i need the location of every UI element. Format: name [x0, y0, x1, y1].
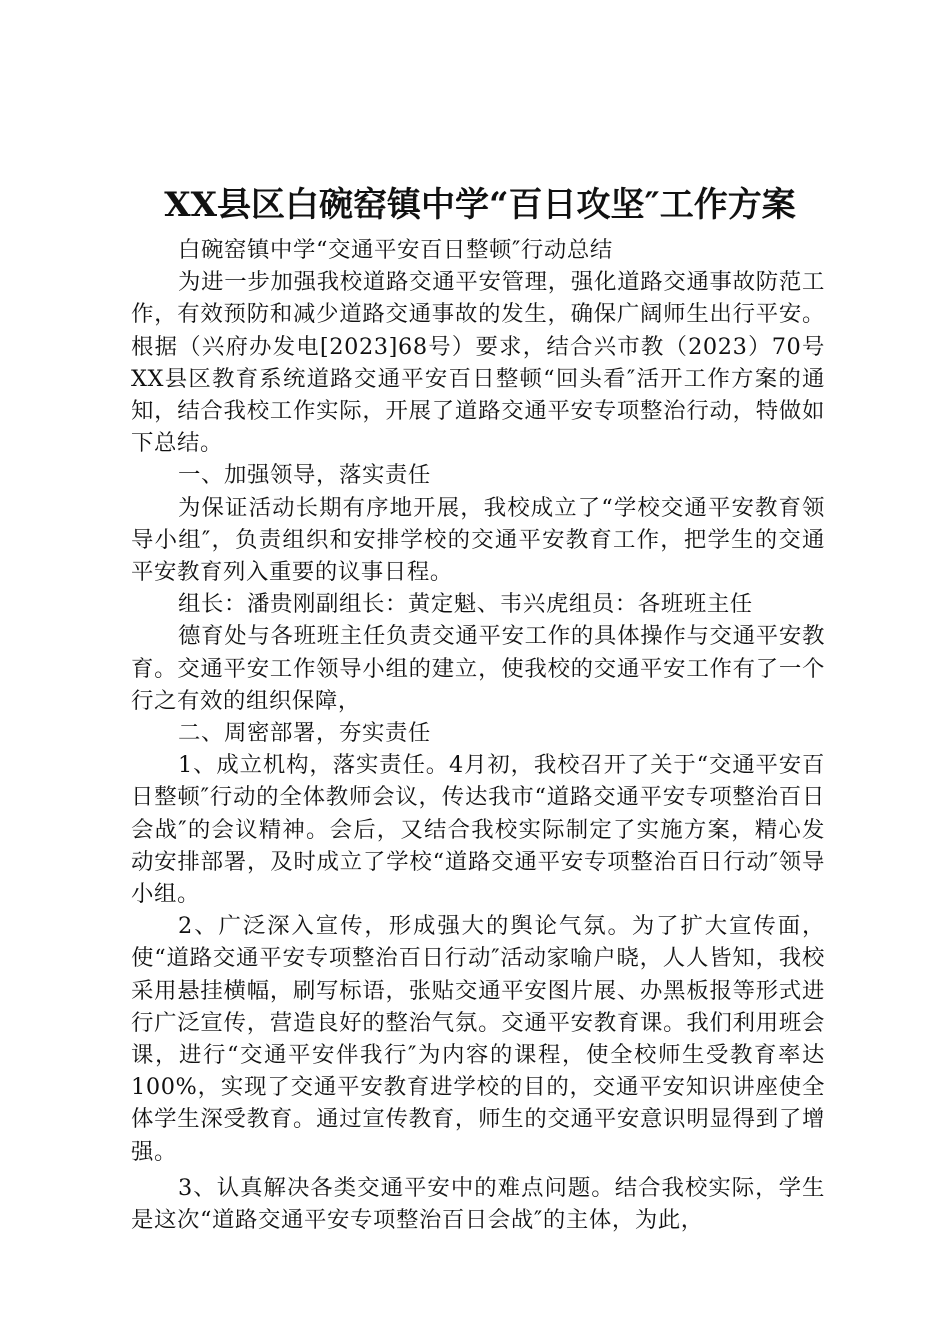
section-heading: 二、周密部署，夯实责任 [178, 720, 431, 747]
body-paragraph: 3、认真解决各类交通平安中的难点问题。结合我校实际，学生是这次“道路交通平安专项整治百日会战″的主体，为此， [131, 1174, 825, 1234]
body-paragraph: 2、广泛深入宣传，形成强大的舆论气氛。为了扩大宣传面，使“道路交通平安专项整治百日行动″活动家喻户晓，人人皆知，我校采用悬挂横幅，刷写标语，张贴交通平安图片展、办黑板报等形式进行广泛宣传，营造良好的整治气氛。交通平安教育课。我们利用班会课，进行“交通平安伴我行″为内容的课程，使全校师生受教育率达100%，实现了交通平安教育进学校的目的，交通平安知识讲座使全体学生深受教育。通过宣传教育，师生的交通平安意识明显得到了增强。 [131, 913, 825, 1165]
document-body [131, 234, 825, 1236]
body-paragraph: 组长：潘贵刚副组长：黄定魁、韦兴虎组员：各班班主任 [178, 591, 753, 618]
document-title: XX县区白碗窑镇中学“百日攻坚″工作方案 [164, 185, 796, 225]
body-paragraph: 为进一步加强我校道路交通平安管理，强化道路交通事故防范工作，有效预防和减少道路交通事故的发生，确保广阔师生出行平安。根据（兴府办发电[2023]68号）要求，结合兴市教（2023）70号XX县区教育系统道路交通平安百日整顿“回头看″活开工作方案的通知，结合我校工作实际，开展了道路交通平安专项整治行动，特做如下总结。 [131, 269, 825, 457]
subtitle-paragraph: 白碗窑镇中学“交通平安百日整顿″行动总结 [178, 237, 613, 263]
body-paragraph: 德育处与各班班主任负责交通平安工作的具体操作与交通平安教育。交通平安工作领导小组的建立，使我校的交通平安工作有了一个行之有效的组织保障， [131, 623, 825, 714]
body-paragraph: 1、成立机构，落实责任。4月初，我校召开了关于“交通平安百日整顿″行动的全体教师会议，传达我市“道路交通平安专项整治百日会战″的会议精神。会后，又结合我校实际制定了实施方案，精心发动安排部署，及时成立了学校“道路交通平安专项整治百日行动″领导小组。 [131, 752, 825, 908]
section-heading: 一、加强领导，落实责任 [178, 462, 431, 489]
body-paragraph: 为保证活动长期有序地开展，我校成立了“学校交通平安教育领导小组″，负责组织和安排学校的交通平安教育工作，把学生的交通平安教育列入重要的议事日程。 [131, 494, 825, 586]
